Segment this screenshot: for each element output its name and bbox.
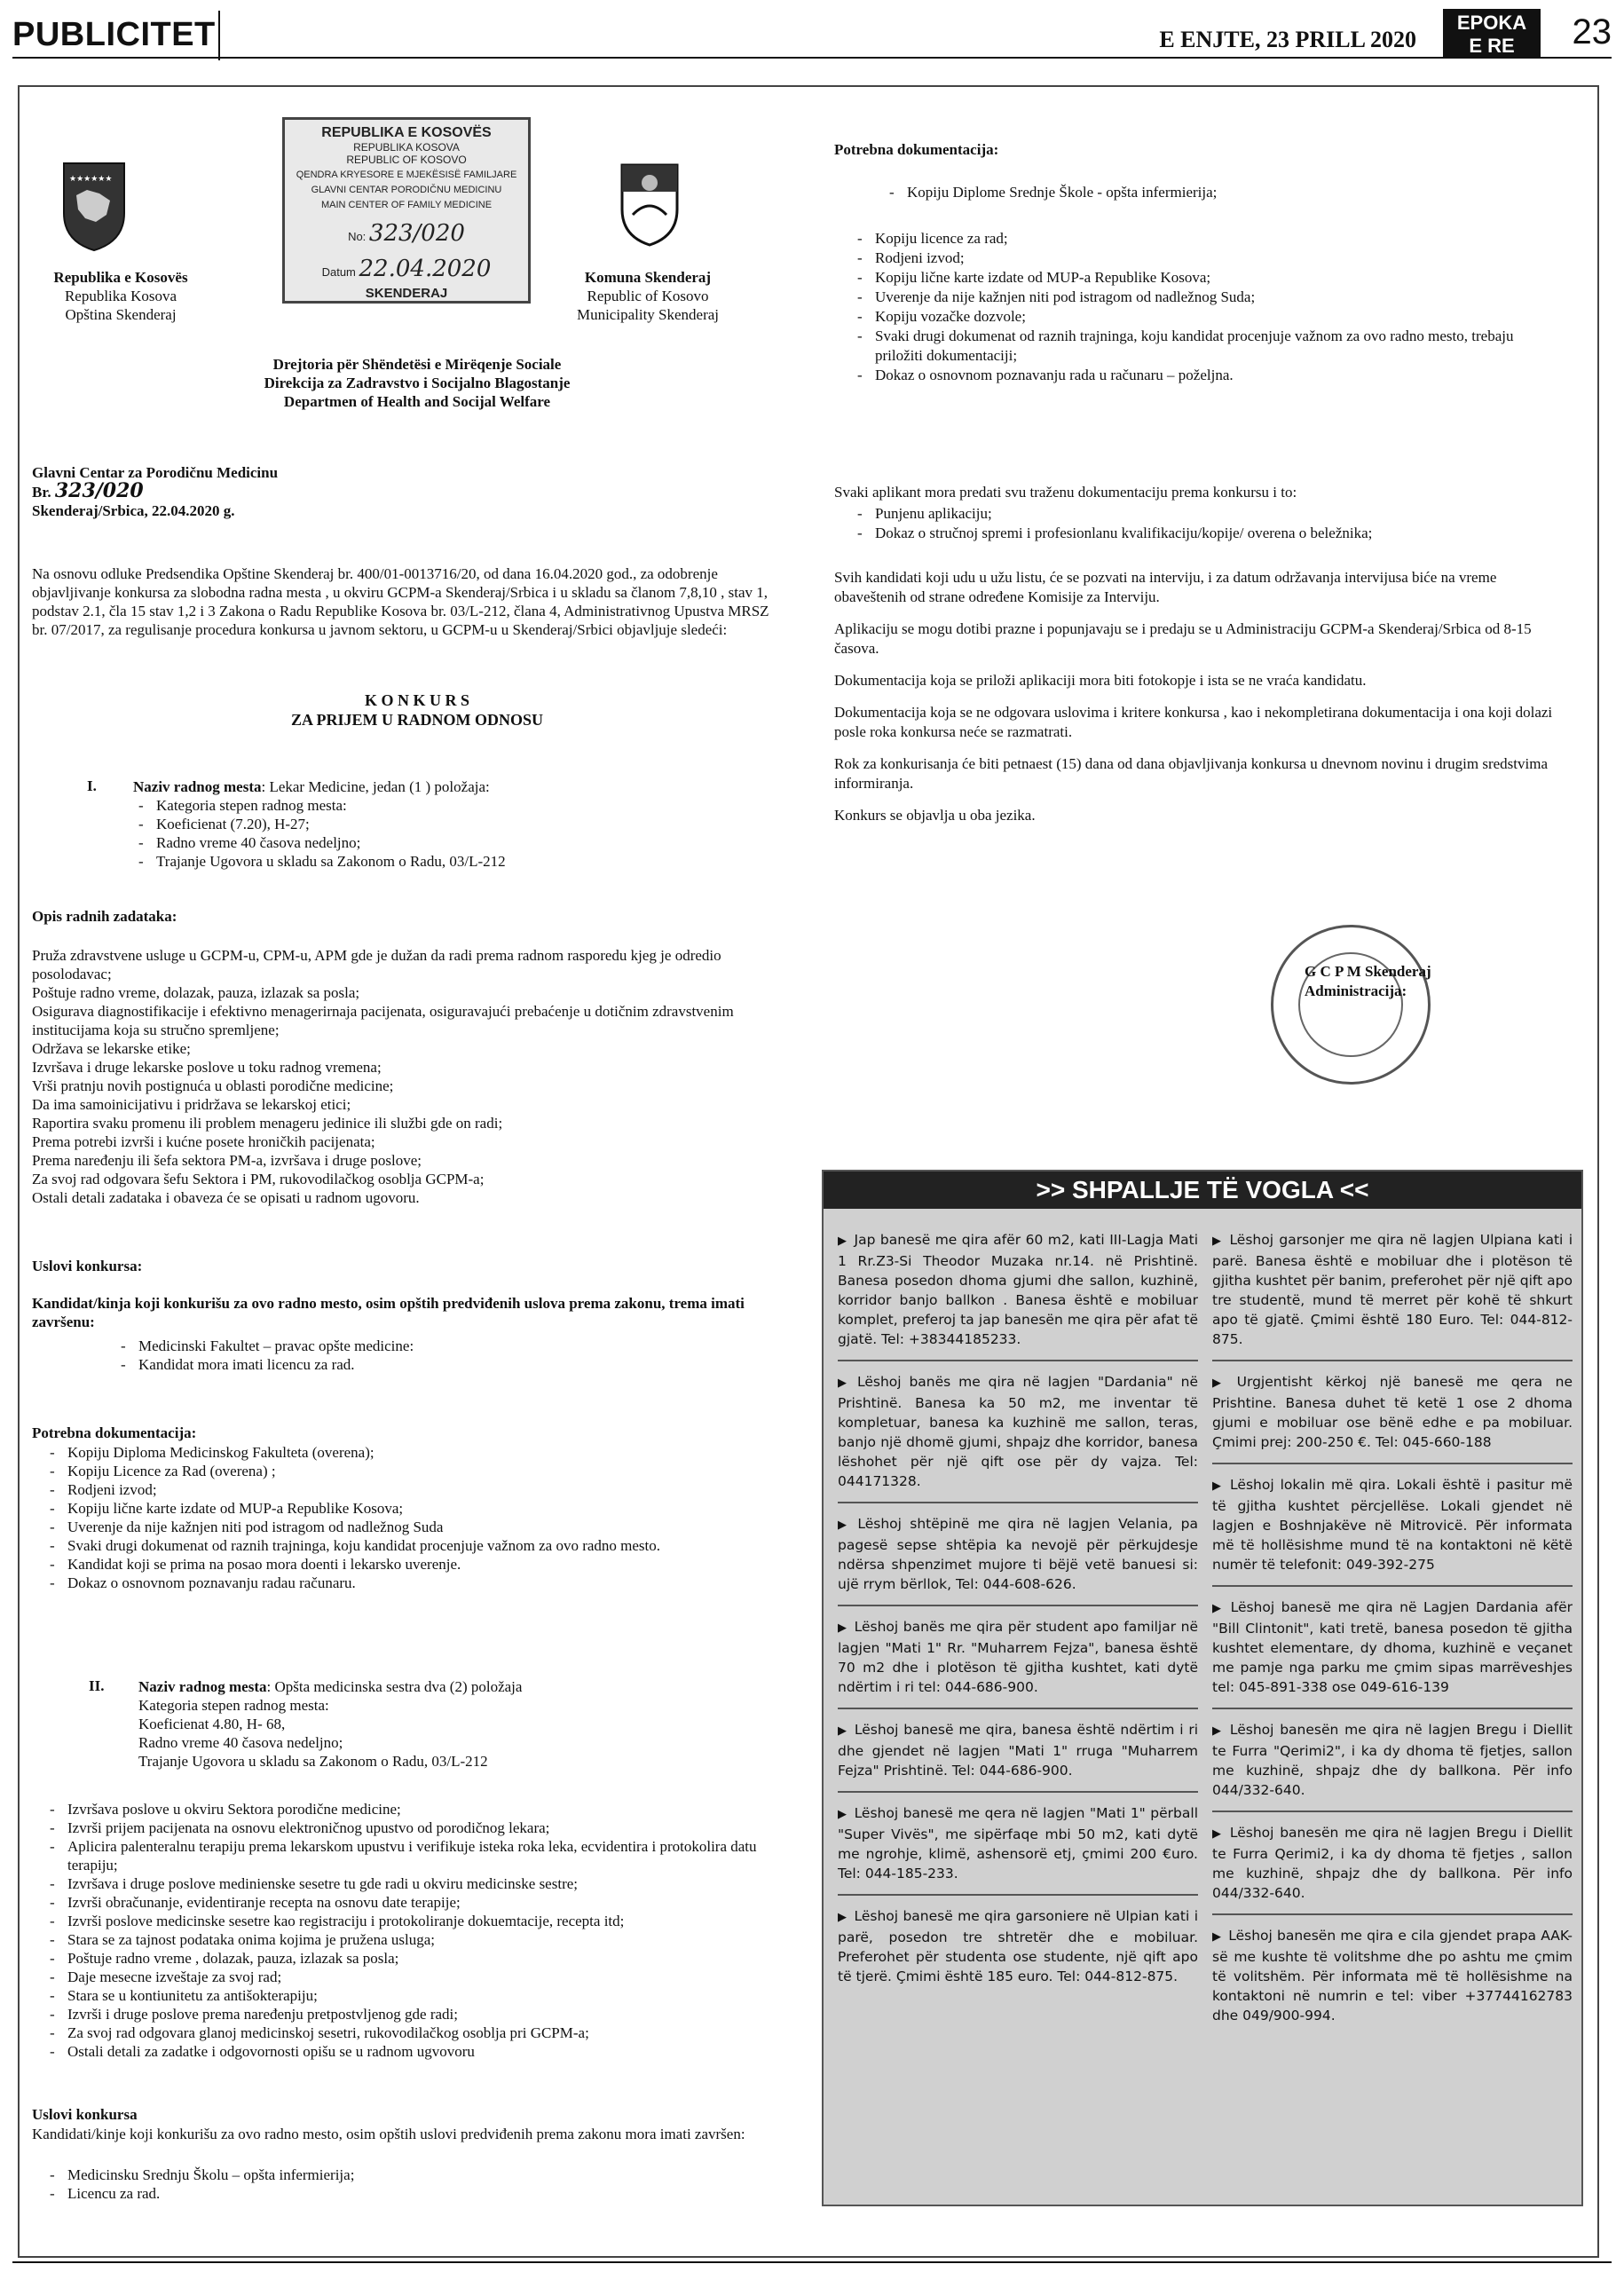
- ad-text: Lëshoj banesë me qira, banesa është ndërtim i ri dhe gjendet në lagjen "Mati 1" rruga "Muharrem Fejza" Prishtinë. Tel: 044-686-900.: [838, 1722, 1198, 1779]
- ad-item: [1212, 1823, 1573, 1915]
- list-item: - Izvršava poslove u okviru Sektora porodične medicine;: [44, 1800, 790, 1818]
- registration-stamp: [282, 117, 531, 304]
- right-doc-first: [884, 183, 1558, 202]
- logo-line-1: EPOKA: [1456, 12, 1527, 34]
- ad-item: [1212, 1372, 1573, 1464]
- list-item: - Izvrši prijem pacijenata na osnovu elektroničnog upustvo od porodičnog lekara;: [44, 1818, 790, 1837]
- uslovi-2-list: [44, 2166, 772, 2203]
- ad-item: [1212, 1598, 1573, 1709]
- list-item: - Uverenje da nije kažnjen niti pod istragom od nadležnog Suda: [44, 1518, 790, 1536]
- list-item: Za svoj rad odgovara šefu Sektora i PM, rukovodilačkog osoblja GCPM-a;: [32, 1171, 485, 1187]
- list-item: - Kategoria stepen radnog mesta:: [133, 796, 825, 815]
- department-line: Drejtoria për Shëndetësi e Mirëqenje Sociale: [272, 356, 562, 373]
- institution-left: [32, 268, 209, 324]
- list-item: - Stara se za tajnost podataka onima kojima je pružena usluga;: [44, 1930, 790, 1949]
- ad-text: Lëshoj banesën me qira e cila gjendet prapa AAK-së me kushte të volitshme dhe po ashtu me çmim të volitshëm. Për informata më të hollësishme na kontaktoni në numrin e tel: viber +37744162783 dhe 049/900-994.: [1212, 1928, 1573, 2024]
- list-item: Pruža zdravstvene usluge u GCPM-u, CPM-u, APM gde je dužan da radi prema radnom rasporedu kjeg je odredio posolodavac;: [32, 947, 721, 982]
- list-item: - Dokaz o osnovnom poznavanju radau računaru.: [44, 1574, 790, 1592]
- ad-item: [1212, 1926, 1573, 2036]
- list-item: - Aplicira palenteralnu terapiju prema lekarskom upustvu i verifikuje isteka roka leka, ecvidentira i protokolira datu terapiju;: [44, 1837, 790, 1874]
- ad-text: Lëshoj banesë me qera në lagjen "Mati 1" përball "Super Vivës", me sipërfaqe mbi 50 m2, kati dytë me ngrohje, klimë, ashensorë etj, çmimi 200 €uro. Tel: 044-185-233.: [838, 1805, 1198, 1882]
- triangle-bullet-icon: ▶: [1212, 1479, 1224, 1493]
- list-item: Kategoria stepen radnog mesta:: [138, 1697, 329, 1714]
- triangle-bullet-icon: ▶: [1212, 1724, 1223, 1738]
- page-number: 23: [1572, 12, 1612, 51]
- stamp-date-label: Datum: [321, 265, 356, 279]
- stamp-line: GLAVNI CENTAR PORODIČNU MEDICINU: [311, 185, 502, 195]
- reference-block: [32, 463, 786, 520]
- list-item: - Trajanje Ugovora u skladu sa Zakonom o Radu, 03/L-212: [133, 852, 825, 871]
- list-item: - Kopiju lične karte izdate od MUP-a Republike Kosova;: [852, 268, 1562, 288]
- uslovi-1-text: Kandidat/kinja koji konkurišu za ovo radno mesto, osim opštih predviđenih uslova prema zakonu, trema imati završenu:: [32, 1295, 745, 1330]
- inst-left-line: Republika Kosova: [64, 288, 177, 304]
- list-item: - Radno vreme 40 časova nedeljno;: [133, 833, 825, 852]
- conditions-paragraphs: [834, 568, 1562, 838]
- list-item: Osigurava diagnostifikacije i efektivno menagerirnaja pacijenata, osiguravajući prebaćenje u dotičnim zdravstvenim institucijama koja su stručno spremljene;: [32, 1003, 734, 1038]
- ad-text: Lëshoj banesë me qira garsoniere në Ulpian kati i parë, posedon tre shtretër dhe e mobiluar. Preferohet për studenta ose studente, një qift apo të tjerë. Çmimi është 185 euro. Tel: 044-812-875.: [838, 1908, 1199, 1984]
- list-item: - Stara se u kontiunitetu za antišokterapiju;: [44, 1986, 790, 2005]
- doc-1-list: [44, 1443, 790, 1592]
- list-item: - Izvrši poslove medicinske sesetre kao registraciju i protokoliranje dokuemtacije, recepta itd;: [44, 1912, 790, 1930]
- triangle-bullet-icon: ▶: [838, 1377, 850, 1390]
- list-item: Prema naređenju ili šefa sektora PM-a, izvršava i druge poslove;: [32, 1152, 422, 1169]
- ad-item: [1212, 1475, 1573, 1587]
- position-2-number: II.: [89, 1677, 105, 1694]
- list-item: - Izvrši obračunanje, evidentiranje recepta na osnovu date terapije;: [44, 1893, 790, 1912]
- header-rule: [12, 57, 1612, 59]
- signature-block: [1305, 962, 1431, 1001]
- inst-right-line: Municipality Skenderaj: [576, 306, 720, 323]
- ad-text: Lëshoj shtëpinë me qira në lagjen Velania, pa pagesë sepse shtëpia ka nevojë për përkujdesje ndërsa shpenzimet mujore ti bëjë vetë banuesi si: ujë rrym bërllok, Tel: 044-608-626.: [838, 1516, 1198, 1592]
- skenderaj-emblem-icon: [619, 162, 681, 247]
- position-1-block: [133, 777, 825, 871]
- list-item: Radno vreme 40 časova nedeljno;: [138, 1734, 343, 1751]
- ad-item: [838, 1906, 1198, 1997]
- ref-center: Glavni Centar za Porodičnu Medicinu: [32, 464, 279, 481]
- list-item: - Daje mesecne izveštaje za svoj rad;: [44, 1968, 790, 1986]
- position-1-title: [133, 777, 825, 796]
- doc-1-title: Potrebna dokumentacija:: [32, 1424, 197, 1441]
- ref-number: [32, 479, 786, 502]
- triangle-bullet-icon: ▶: [838, 1724, 847, 1738]
- opis-title: Opis radnih zadataka:: [32, 908, 177, 925]
- triangle-bullet-icon: ▶: [838, 1808, 847, 1821]
- uslovi-2-text: Kandidati/kinje koji konkurišu za ovo radno mesto, osim opštih uslovi predviđenih prema zakonu mora imati završen:: [32, 2126, 745, 2142]
- position-2-title-label: Naziv radnog mesta: [138, 1678, 267, 1695]
- list-item: - Svaki drugi dokumenat od raznih trajninga, koju kandidat procenjuje važnom za ovo radno mesto, trebaju priložiti dokumentaciji;: [852, 327, 1562, 366]
- list-item: - Rodjeni izvod;: [852, 248, 1562, 268]
- header-divider: [218, 11, 220, 60]
- stamp-line: REPUBLIKA E KOSOVËS: [321, 125, 492, 140]
- list-item: - Kopiju Diplome Srednje Škole - opšta infermierija;: [884, 183, 1558, 202]
- paragraph: Dokumentacija koja se ne odgovara uslovima i kritere konkursa , kao i nekompletirana dokumentacija i ona koji dolazi posle roka konkursa neće se razmatrati.: [834, 704, 1553, 740]
- logo-line-2: E RE: [1469, 35, 1515, 57]
- ref-br-label: Br.: [32, 484, 51, 501]
- department-line: Direkcija za Zadravstvo i Socijalno Blagostanje: [264, 375, 571, 391]
- paragraph: Rok za konkurisanja će biti petnaest (15) dana od dana objavljivanja konkursa u dnevnom novinu i drugim sredstvima informiranja.: [834, 755, 1549, 792]
- list-item: Trajanje Ugovora u skladu sa Zakonom o Radu, 03/L-212: [138, 1753, 488, 1770]
- list-item: Vrši pratnju novih postignuća u oblasti porodične medicine;: [32, 1077, 394, 1094]
- stamp-city: SKENDERAJ: [365, 286, 448, 301]
- list-item: - Kopiju Diploma Medicinskog Fakulteta (overena);: [44, 1443, 790, 1462]
- intro-paragraph: Na osnovu odluke Predsendika Opštine Skenderaj br. 400/01-0013716/20, od dana 16.04.2020 god., za odobrenje objavljivanje konkursa za slobodna radna mesta , u okviru GCPM-a Skenderaj/Srbica i u skladu sa članom 7,8,10 , stav 1, podstav 2.1, čla 15 stav 1,2 i 3 Zakona o Radu Republike Kosova br. 03/L-212, člana 4, Administrativnog Upustva MRSZ br. 07/2017, za regulisanje procedura konkursa u javnom sektoru, u GCPM-u u Skenderaj/Srbici objavljuje sledeći:: [32, 565, 769, 638]
- list-item: Ostali detali zadataka i obaveza će se opisati u radnom ugovoru.: [32, 1189, 420, 1206]
- ad-text: Lëshoj lokalin më qira. Lokali është i pasitur më të gjitha kushtet përcjellëse. Lokali gjendet në lagjen e Boshnjakëve në Mitrovicë. Për informata më të hollësishme mund të na kontaktoni në këtë numër të telefonit: 049-392-275: [1212, 1477, 1573, 1573]
- list-item: - Dokaz o stručnoj spremi i profesionlanu kvalifikaciju/kopije/ overena o beležnika;: [852, 524, 1562, 543]
- list-item: - Kopiju Licence za Rad (overena) ;: [44, 1462, 790, 1480]
- position-1-number: I.: [87, 777, 97, 794]
- ad-item: [838, 1514, 1198, 1606]
- paragraph: Aplikaciju se mogu dotibi prazne i popunjavaju se i predaju se u Administraciju GCPM-a Skenderaj/Srbica od 8-15 časova.: [834, 620, 1532, 657]
- ads-column-1: [838, 1230, 1198, 2008]
- position-2-title-value: : Opšta medicinska sestra dva (2) položaja: [266, 1678, 523, 1695]
- applicant-list: [852, 504, 1562, 543]
- department-line: Departmen of Health and Socijal Welfare: [283, 393, 551, 410]
- ad-item: [1212, 1230, 1573, 1361]
- section-label: PUBLICITET: [12, 16, 216, 53]
- newspaper-logo: [1443, 9, 1541, 59]
- ad-text: Lëshoj banesë me qira në Lagjen Dardania afër "Bill Clintonit", kati tretë, banesa posedon të gjitha kushtet elementare, dy dhoma, kuzhinë e veçanet me pamje nga parku me çmim sipas marrëveshjes tel: 045-891-338 ose 049-616-139: [1212, 1599, 1573, 1695]
- list-item: Poštuje radno vreme, dolazak, pauza, izlazak sa posla;: [32, 984, 360, 1001]
- uslovi-1-title: Uslovi konkursa:: [32, 1258, 143, 1274]
- konkurs-title: [222, 690, 612, 730]
- issue-date: E ENJTE, 23 PRILL 2020: [1159, 27, 1416, 52]
- ad-text: Lëshoj banesën me qira në lagjen Bregu i Diellit te Furra Qerimi2, i ka dy dhoma të fjetjes , sallon me kuzhinë, shpajz dhe dy ballkona. Për info 044/332-640.: [1212, 1825, 1573, 1901]
- stamp-date-row: [285, 256, 528, 282]
- list-item: - Svaki drugi dokumenat od raznih trajninga, koju kandidat procenjuje važnom za ovo radno mesto.: [44, 1536, 790, 1555]
- paragraph: Konkurs se objavlja u oba jezika.: [834, 807, 1036, 824]
- list-item: Da ima samoinicijativu i pridržava se lekarskoj etici;: [32, 1096, 351, 1113]
- kosovo-emblem-icon: [60, 160, 128, 252]
- list-item: Raportira svaku promenu ili problem menageru jedinice ili službi gde on radi;: [32, 1115, 503, 1132]
- list-item: - Dokaz o osnovnom poznavanju rada u računaru – poželjna.: [852, 366, 1562, 385]
- page-header: [12, 9, 1612, 55]
- uslovi-2-title: Uslovi konkursa: [32, 2106, 138, 2123]
- triangle-bullet-icon: ▶: [1212, 1930, 1222, 1944]
- duties-2-list: [44, 1800, 790, 2061]
- footer-rule: [12, 2261, 1612, 2263]
- institution-right: [559, 268, 737, 324]
- ads-title: >> SHPALLJE TË VOGLA <<: [824, 1172, 1581, 1209]
- triangle-bullet-icon: ▶: [1212, 1602, 1224, 1615]
- stamp-number-row: [285, 220, 528, 247]
- paragraph: Svih kandidati koji udu u užu listu, će se pozvati na interviju, i za datum održavanja intervijusa biće na vreme obaveštenih od strane određene Komisije za Interviju.: [834, 569, 1497, 605]
- classified-ads-box: [822, 1170, 1583, 2206]
- ad-text: Lëshoj garsonjer me qira në lagjen Ulpiana kati i parë. Banesa është e mobiluar dhe i plotëson të gjitha kushtet për banim, preferohet për një qift apo tre studentë, mund të merret për kohë të shkurt apo të gjatë. Çmimi është 180 Euro. Tel: 044-812-875.: [1212, 1232, 1573, 1347]
- list-item: - Medicinski Fakultet – pravac opšte medicine:: [115, 1337, 754, 1355]
- list-item: - Ostali detali za zadatke i odgovornosti opišu se u radnom ugvovoru: [44, 2042, 790, 2061]
- right-doc-title: Potrebna dokumentacija:: [834, 141, 999, 158]
- ad-item: [838, 1803, 1198, 1896]
- triangle-bullet-icon: ▶: [838, 1235, 847, 1248]
- ad-item: [838, 1372, 1198, 1503]
- list-item: - Licencu za rad.: [44, 2184, 772, 2203]
- list-item: - Kopiju lične karte izdate od MUP-a Republike Kosova;: [44, 1499, 790, 1518]
- list-item: - Punjenu aplikaciju;: [852, 504, 1562, 524]
- list-item: - Kopiju licence za rad;: [852, 229, 1562, 248]
- list-item: - Poštuje radno vreme , dolazak, pauza, izlazak sa posla;: [44, 1949, 790, 1968]
- ad-text: Jap banesë me qira afër 60 m2, kati III-Lagja Mati 1 Rr.Z3-Si Theodor Muzaka nr.14. në Prishtinë. Banesa posedon dhoma gjumi dhe sallon, kuzhinë, korridor banjo ballkon . Banesa është e mobiluar komplet, preferoj ta jap banesën me qira për afat të gjatë. Tel: +38344185233.: [838, 1232, 1198, 1347]
- ad-text: Lëshoj banesën me qira në lagjen Bregu i Diellit te Furra "Qerimi2", i ka dy dhoma të fjetjes, sallon me kuzhinë, shpajz dhe dy ballkona. Për info 044/332-640.: [1212, 1722, 1573, 1798]
- stamp-no-label: No:: [348, 230, 367, 243]
- list-item: - Uverenje da nije kažnjen niti pod istragom od nadležnog Suda;: [852, 288, 1562, 307]
- ad-text: Lëshoj banës me qira për student apo familjar në lagjen "Mati 1" Rr. "Muharrem Fejza", banesa është 70 m2 dhe i plotëson të gjitha kushtet, kati dytë ndërtim i ri tel: 044-686-900.: [838, 1619, 1199, 1695]
- list-item: - Kandidat koji se prima na posao mora doenti i lekarsko uverenje.: [44, 1555, 790, 1574]
- department-title: [231, 355, 603, 411]
- list-item: Izvršava i druge lekarske poslove u toku radnog vremena;: [32, 1059, 382, 1076]
- signature-line: Administracija:: [1305, 982, 1407, 999]
- inst-right-line: Republic of Kosovo: [587, 288, 709, 304]
- list-item: - Medicinsku Srednju Školu – opšta infermierija;: [44, 2166, 772, 2184]
- triangle-bullet-icon: ▶: [1212, 1235, 1223, 1248]
- list-item: Održava se lekarske etike;: [32, 1040, 191, 1057]
- inst-right-line: Komuna Skenderaj: [584, 269, 712, 286]
- paragraph: Dokumentacija koja se priloži aplikaciji mora biti fotokopje i ista se ne vraća kandidatu.: [834, 672, 1367, 689]
- opis-list: [32, 946, 786, 1207]
- signature-line: G C P M Skenderaj: [1305, 963, 1431, 980]
- stamp-line: REPUBLIC OF KOSOVO: [346, 154, 467, 166]
- konkurs-heading: K O N K U R S: [364, 691, 469, 709]
- ref-br-value: 323/020: [54, 479, 144, 502]
- ref-place-date: Skenderaj/Srbica, 22.04.2020 g.: [32, 502, 235, 519]
- ad-text: Urgjentisht kërkoj një banesë me qera ne Prishtine. Banesa duhet të ketë 1 ose 2 dhoma gjumi e mobiluar ose bënë edhe e pa mobiluar. Çmimi prej: 200-250 €. Tel: 045-660-188: [1212, 1374, 1573, 1450]
- list-item: - Za svoj rad odgovara glanoj medicinskoj sesetri, rukovodilačkog osoblja pri GCPM-a;: [44, 2024, 790, 2042]
- list-item: - Izvrši i druge poslove prema naređenju pretpostvljenog gde radi;: [44, 2005, 790, 2024]
- official-seal-icon: [1271, 925, 1431, 1085]
- uslovi-1-list: [115, 1337, 754, 1374]
- list-item: - Koeficienat (7.20), H-27;: [133, 815, 825, 833]
- position-2-title: [138, 1677, 831, 1696]
- ad-item: [1212, 1720, 1573, 1812]
- right-doc-list: [852, 229, 1562, 385]
- list-item: Prema potrebi izvrši i kućne posete hroničkih pacijenata;: [32, 1133, 375, 1150]
- triangle-bullet-icon: ▶: [1212, 1827, 1223, 1841]
- position-1-title-label: Naziv radnog mesta: [133, 778, 262, 795]
- triangle-bullet-icon: ▶: [838, 1911, 847, 1924]
- ads-column-2: [1212, 1230, 1573, 2047]
- inst-left-line: Republika e Kosovës: [53, 269, 188, 286]
- position-1-title-value: : Lekar Medicine, jedan (1 ) položaja:: [261, 778, 490, 795]
- list-item: - Rodjeni izvod;: [44, 1480, 790, 1499]
- stamp-no-value: 323/020: [368, 220, 465, 247]
- stamp-date-value: 22.04.2020: [359, 256, 492, 282]
- triangle-bullet-icon: ▶: [838, 1519, 851, 1532]
- list-item: - Kandidat mora imati licencu za rad.: [115, 1355, 754, 1374]
- stamp-line: QENDRA KRYESORE E MJEKËSISË FAMILJARE: [296, 170, 517, 180]
- triangle-bullet-icon: ▶: [1212, 1377, 1230, 1390]
- position-1-details: [133, 796, 825, 871]
- list-item: - Kopiju vozačke dozvole;: [852, 307, 1562, 327]
- konkurs-subheading: ZA PRIJEM U RADNOM ODNOSU: [290, 711, 543, 729]
- ad-item: [838, 1720, 1198, 1793]
- stamp-line: REPUBLIKA KOSOVA: [353, 141, 460, 154]
- ad-item: [838, 1617, 1198, 1709]
- applicant-intro: Svaki aplikant mora predati svu traženu dokumentaciju prema konkursu i to:: [834, 484, 1297, 501]
- ad-item: [838, 1230, 1198, 1361]
- list-item: Koeficienat 4.80, H- 68,: [138, 1716, 286, 1732]
- stamp-line: MAIN CENTER OF FAMILY MEDICINE: [320, 200, 493, 210]
- ad-text: Lëshoj banës me qira në lagjen "Dardania" në Prishtinë. Banesa ka 50 m2, me inventar të kompletuar, banesa ka kuzhinë me sallon, teras, banjo një dhomë gjumi, shpajz dhe korridor, banesa lëshohet për një qift ose për dy vajza. Tel: 044171328.: [838, 1374, 1198, 1489]
- triangle-bullet-icon: ▶: [838, 1621, 847, 1635]
- position-2-block: [138, 1677, 831, 1771]
- svg-text:★★★★★★: ★★★★★★: [69, 175, 113, 184]
- inst-left-line: Opština Skenderaj: [65, 306, 177, 323]
- list-item: - Izvršava i druge poslove medinienske sesetre tu gde radi u okviru medicinske sestre;: [44, 1874, 790, 1893]
